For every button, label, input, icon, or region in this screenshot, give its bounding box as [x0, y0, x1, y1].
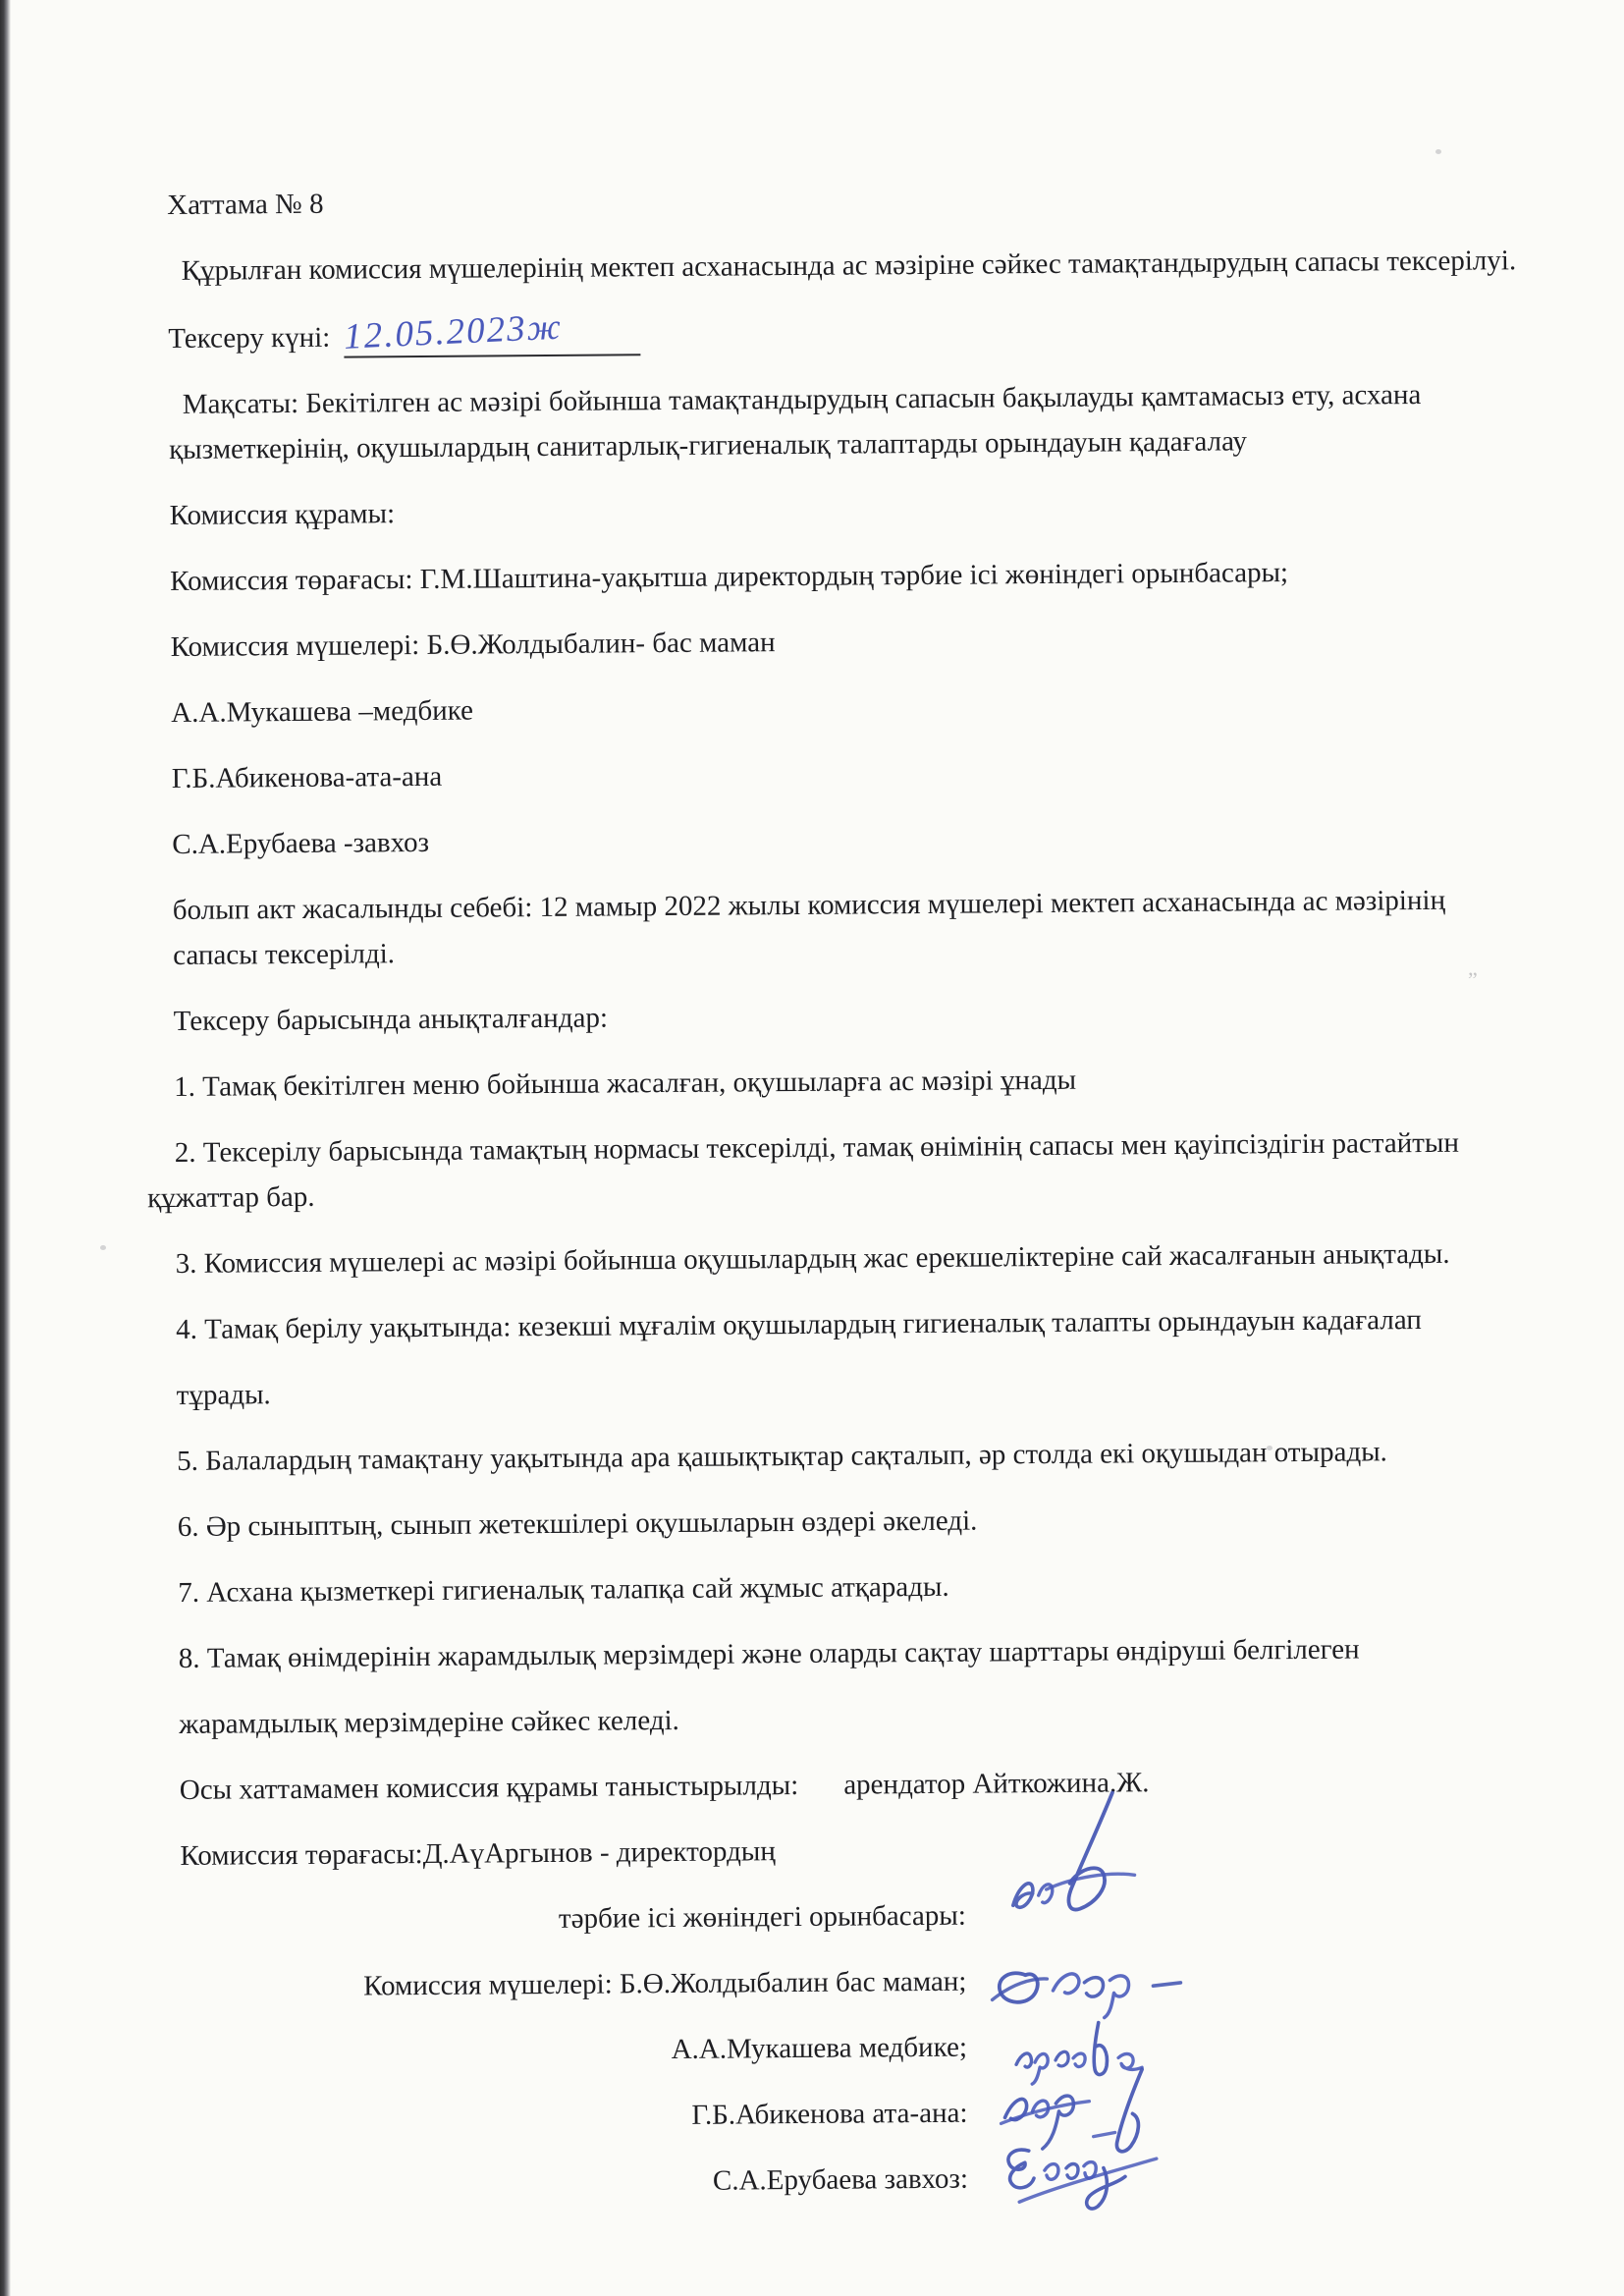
finding-item-4: 4. Тамақ берілу уақытында: кезекші мұғалім оқушылардың гигиеналық талапты орындауын кадағалап — [176, 1304, 1422, 1345]
commission-heading: Комиссия құрамы: — [169, 498, 396, 531]
scan-artifact: ” — [1468, 967, 1478, 992]
sig-member-line-2: А.А.Мукашева медбике; — [671, 2031, 968, 2066]
commission-members-line: Комиссия мүшелері: Б.Ө.Жолдыбалин- бас маман — [170, 627, 776, 663]
finding-item-2-line-1: 2. Тексерілу барысында тамақтың нормасы тексерілді, тамақ өнімінің сапасы мен қауіпсіздігін растайтын — [174, 1126, 1460, 1169]
act-reason-line-2: сапасы тексерілді. — [173, 938, 396, 971]
sig-member-line-4: С.А.Ерубаева завхоз: — [712, 2162, 969, 2197]
acknowledgement-line — [180, 1756, 1623, 1813]
chairman-ink-signature — [1002, 1784, 1151, 1950]
member-4-ink-signature — [996, 2126, 1168, 2217]
scan-edge-shadow — [0, 0, 11, 2296]
acknowledgement-label: Осы хаттамамен комиссия құрамы таныстырылды: — [179, 1769, 799, 1806]
sig-chairman-line-1: Комиссия төрағасы:Д.АүАргынов - директордың — [180, 1835, 776, 1872]
finding-item-8: 8. Тамақ өнімдерінін жарамдылық мерзімдері және оларды сақтау шарттары өндіруші белгілеген — [178, 1633, 1360, 1674]
member-3-ink-signature — [995, 2055, 1172, 2162]
finding-item-7: 7. Асхана қызметкері гигиеналық талапқа сай жұмыс атқарады. — [178, 1570, 949, 1609]
act-reason-paragraph — [173, 876, 1617, 978]
signature-section — [180, 1828, 968, 2208]
inspection-date-label: Тексеру күні: — [168, 321, 331, 355]
scan-artifact — [100, 1245, 106, 1250]
inspection-date-handwritten: 12.05.2023ж — [343, 306, 564, 357]
finding-item-8-continuation: жарамдылық мерзімдеріне сәйкес келеді. — [179, 1704, 679, 1740]
member-1-ink-signature — [988, 1945, 1200, 2026]
findings-heading: Тексеру барысында анықталғандар: — [173, 1002, 609, 1037]
finding-item-6: 6. Әр сыныптың, сынып жетекшілері оқушыларын өздері әкеледі. — [177, 1504, 978, 1543]
document-title: Хаттама № 8 — [167, 188, 324, 221]
intro-paragraph: Құрылған комиссия мүшелерінің мектеп асханасында ас мәзіріне сәйкес тамақтандырудың сапасы тексерілуі. — [181, 245, 1517, 287]
finding-item-2-line-2: құжаттар бар. — [146, 1180, 315, 1215]
finding-item-4-continuation: тұрады. — [176, 1379, 271, 1411]
acknowledgement-renter: арендатор Айткожина.Ж. — [843, 1767, 1150, 1801]
commission-member-3: Г.Б.Абикенова-ата-ана — [171, 760, 443, 794]
inspection-date-underline — [343, 306, 640, 357]
commission-member-2: А.А.Мукашева –медбике — [171, 694, 474, 729]
purpose-line-1: Мақсаты: Бекітілген ас мәзірі бойынша тамақтандырудың сапасын бақылауды қамтамасыз ету, асхана — [182, 378, 1422, 420]
finding-item-3: 3. Комиссия мүшелері ас мәзірі бойынша оқушылардың жас ерекшеліктеріне сай жасалғанын анықтады. — [175, 1237, 1450, 1280]
inspection-date-line — [168, 302, 1611, 361]
scan-artifact — [1435, 149, 1441, 154]
member-2-ink-signature — [1008, 2014, 1162, 2086]
sig-member-line-1: Комиссия мүшелері: Б.Ө.Жолдыбалин бас маман; — [363, 1965, 967, 2002]
purpose-line-2: қызметкерінің, оқушылардың санитарлық-гигиеналық талаптарды орындауын қадағалау — [169, 425, 1248, 465]
finding-item-5: 5. Балалардың тамақтану уақытында ара қашықтықтар сақталып, әр столда екі оқушыдан отырады. — [177, 1436, 1387, 1477]
commission-member-4: С.А.Ерубаева -завхоз — [172, 826, 430, 860]
commission-chairman-line: Комиссия төрағасы: Г.М.Шаштина-уақытша директордың тәрбие ісі жөніндегі орынбасары; — [170, 557, 1289, 597]
finding-item-2 — [146, 1119, 1619, 1221]
act-reason-line-1: болып акт жасалынды себебі: 12 мамыр 2022 жылы комиссия мүшелері мектеп асханасында ас мәзірінің — [172, 884, 1446, 926]
document-content — [146, 171, 1624, 2227]
sig-member-line-3: Г.Б.Абикенова ата-ана: — [691, 2097, 968, 2131]
sig-chairman-line-2: тәрбие ісі жөніндегі орынбасары: — [558, 1899, 967, 1935]
finding-item-1: 1. Тамақ бекітілген меню бойынша жасалған, оқушыларға ас мәзірі ұнады — [174, 1064, 1077, 1103]
purpose-paragraph — [169, 370, 1613, 472]
